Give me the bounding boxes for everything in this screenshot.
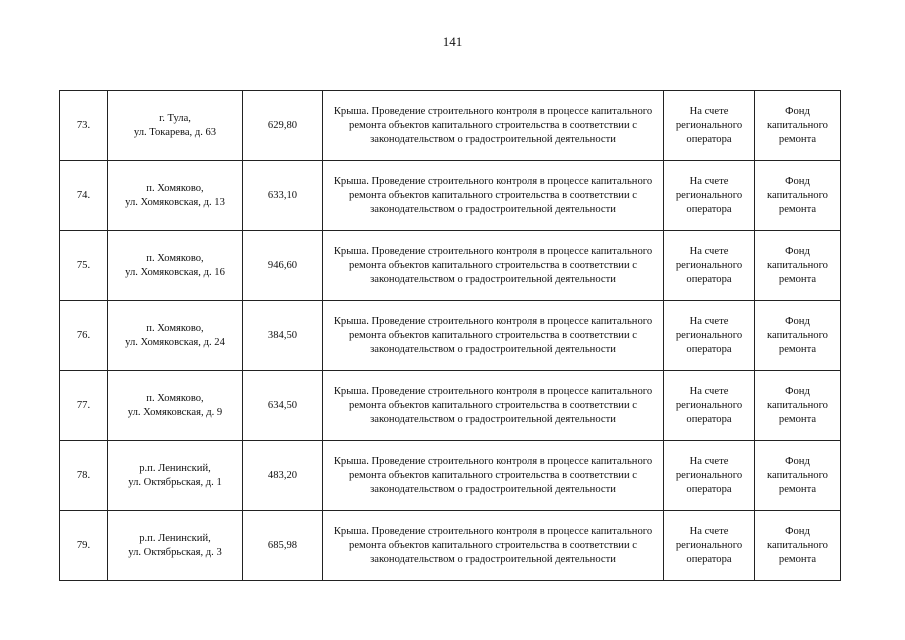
row-number: 78. — [60, 441, 108, 511]
address-locality: п. Хомяково, — [146, 182, 204, 194]
fund-cell: Фонд капитального ремонта — [755, 91, 841, 161]
work-description: Крыша. Проведение строительного контроля в процессе капитального ремонта объектов капитального строительства в соответствии с законодательством о градостроительной деятельности — [323, 91, 664, 161]
address-locality: п. Хомяково, — [146, 322, 204, 334]
row-number: 75. — [60, 231, 108, 301]
fund-cell: Фонд капитального ремонта — [755, 301, 841, 371]
address-street: ул. Октябрьская, д. 1 — [128, 476, 222, 488]
row-number: 77. — [60, 371, 108, 441]
address-locality: р.п. Ленинский, — [139, 532, 211, 544]
work-description: Крыша. Проведение строительного контроля в процессе капитального ремонта объектов капитального строительства в соответствии с законодательством о градостроительной деятельности — [323, 511, 664, 581]
fund-cell: Фонд капитального ремонта — [755, 161, 841, 231]
address-locality: п. Хомяково, — [146, 252, 204, 264]
address-cell — [108, 91, 243, 161]
address-cell — [108, 441, 243, 511]
account-cell: На счете регионального оператора — [664, 301, 755, 371]
account-cell: На счете регионального оператора — [664, 161, 755, 231]
address-cell — [108, 301, 243, 371]
row-number: 74. — [60, 161, 108, 231]
address-cell — [108, 371, 243, 441]
address-cell — [108, 161, 243, 231]
fund-cell: Фонд капитального ремонта — [755, 511, 841, 581]
area-cell: 633,10 — [243, 161, 323, 231]
address-locality: р.п. Ленинский, — [139, 462, 211, 474]
area-cell: 384,50 — [243, 301, 323, 371]
area-cell: 634,50 — [243, 371, 323, 441]
address-cell — [108, 511, 243, 581]
table-row — [60, 371, 841, 441]
address-street: ул. Октябрьская, д. 3 — [128, 546, 222, 558]
work-description: Крыша. Проведение строительного контроля в процессе капитального ремонта объектов капитального строительства в соответствии с законодательством о градостроительной деятельности — [323, 231, 664, 301]
table-row — [60, 301, 841, 371]
fund-cell: Фонд капитального ремонта — [755, 231, 841, 301]
work-description: Крыша. Проведение строительного контроля в процессе капитального ремонта объектов капитального строительства в соответствии с законодательством о градостроительной деятельности — [323, 441, 664, 511]
area-cell: 629,80 — [243, 91, 323, 161]
area-cell: 685,98 — [243, 511, 323, 581]
row-number: 73. — [60, 91, 108, 161]
area-cell: 946,60 — [243, 231, 323, 301]
address-cell — [108, 231, 243, 301]
table-row — [60, 511, 841, 581]
row-number: 76. — [60, 301, 108, 371]
fund-cell: Фонд капитального ремонта — [755, 441, 841, 511]
row-number: 79. — [60, 511, 108, 581]
account-cell: На счете регионального оператора — [664, 91, 755, 161]
account-cell: На счете регионального оператора — [664, 511, 755, 581]
address-street: ул. Хомяковская, д. 24 — [125, 336, 225, 348]
address-locality: п. Хомяково, — [146, 392, 204, 404]
table-row — [60, 441, 841, 511]
address-street: ул. Хомяковская, д. 9 — [127, 406, 223, 418]
address-street: ул. Токарева, д. 63 — [133, 126, 217, 138]
address-locality: г. Тула, — [159, 112, 191, 124]
table-row — [60, 231, 841, 301]
account-cell: На счете регионального оператора — [664, 231, 755, 301]
account-cell: На счете регионального оператора — [664, 371, 755, 441]
table-row — [60, 91, 841, 161]
area-cell: 483,20 — [243, 441, 323, 511]
table-row — [60, 161, 841, 231]
account-cell: На счете регионального оператора — [664, 441, 755, 511]
work-description: Крыша. Проведение строительного контроля в процессе капитального ремонта объектов капитального строительства в соответствии с законодательством о градостроительной деятельности — [323, 371, 664, 441]
address-street: ул. Хомяковская, д. 13 — [125, 196, 225, 208]
address-street: ул. Хомяковская, д. 16 — [125, 266, 225, 278]
work-description: Крыша. Проведение строительного контроля в процессе капитального ремонта объектов капитального строительства в соответствии с законодательством о градостроительной деятельности — [323, 301, 664, 371]
works-table — [59, 90, 841, 581]
work-description: Крыша. Проведение строительного контроля в процессе капитального ремонта объектов капитального строительства в соответствии с законодательством о градостроительной деятельности — [323, 161, 664, 231]
fund-cell: Фонд капитального ремонта — [755, 371, 841, 441]
page-number: 141 — [442, 34, 463, 49]
